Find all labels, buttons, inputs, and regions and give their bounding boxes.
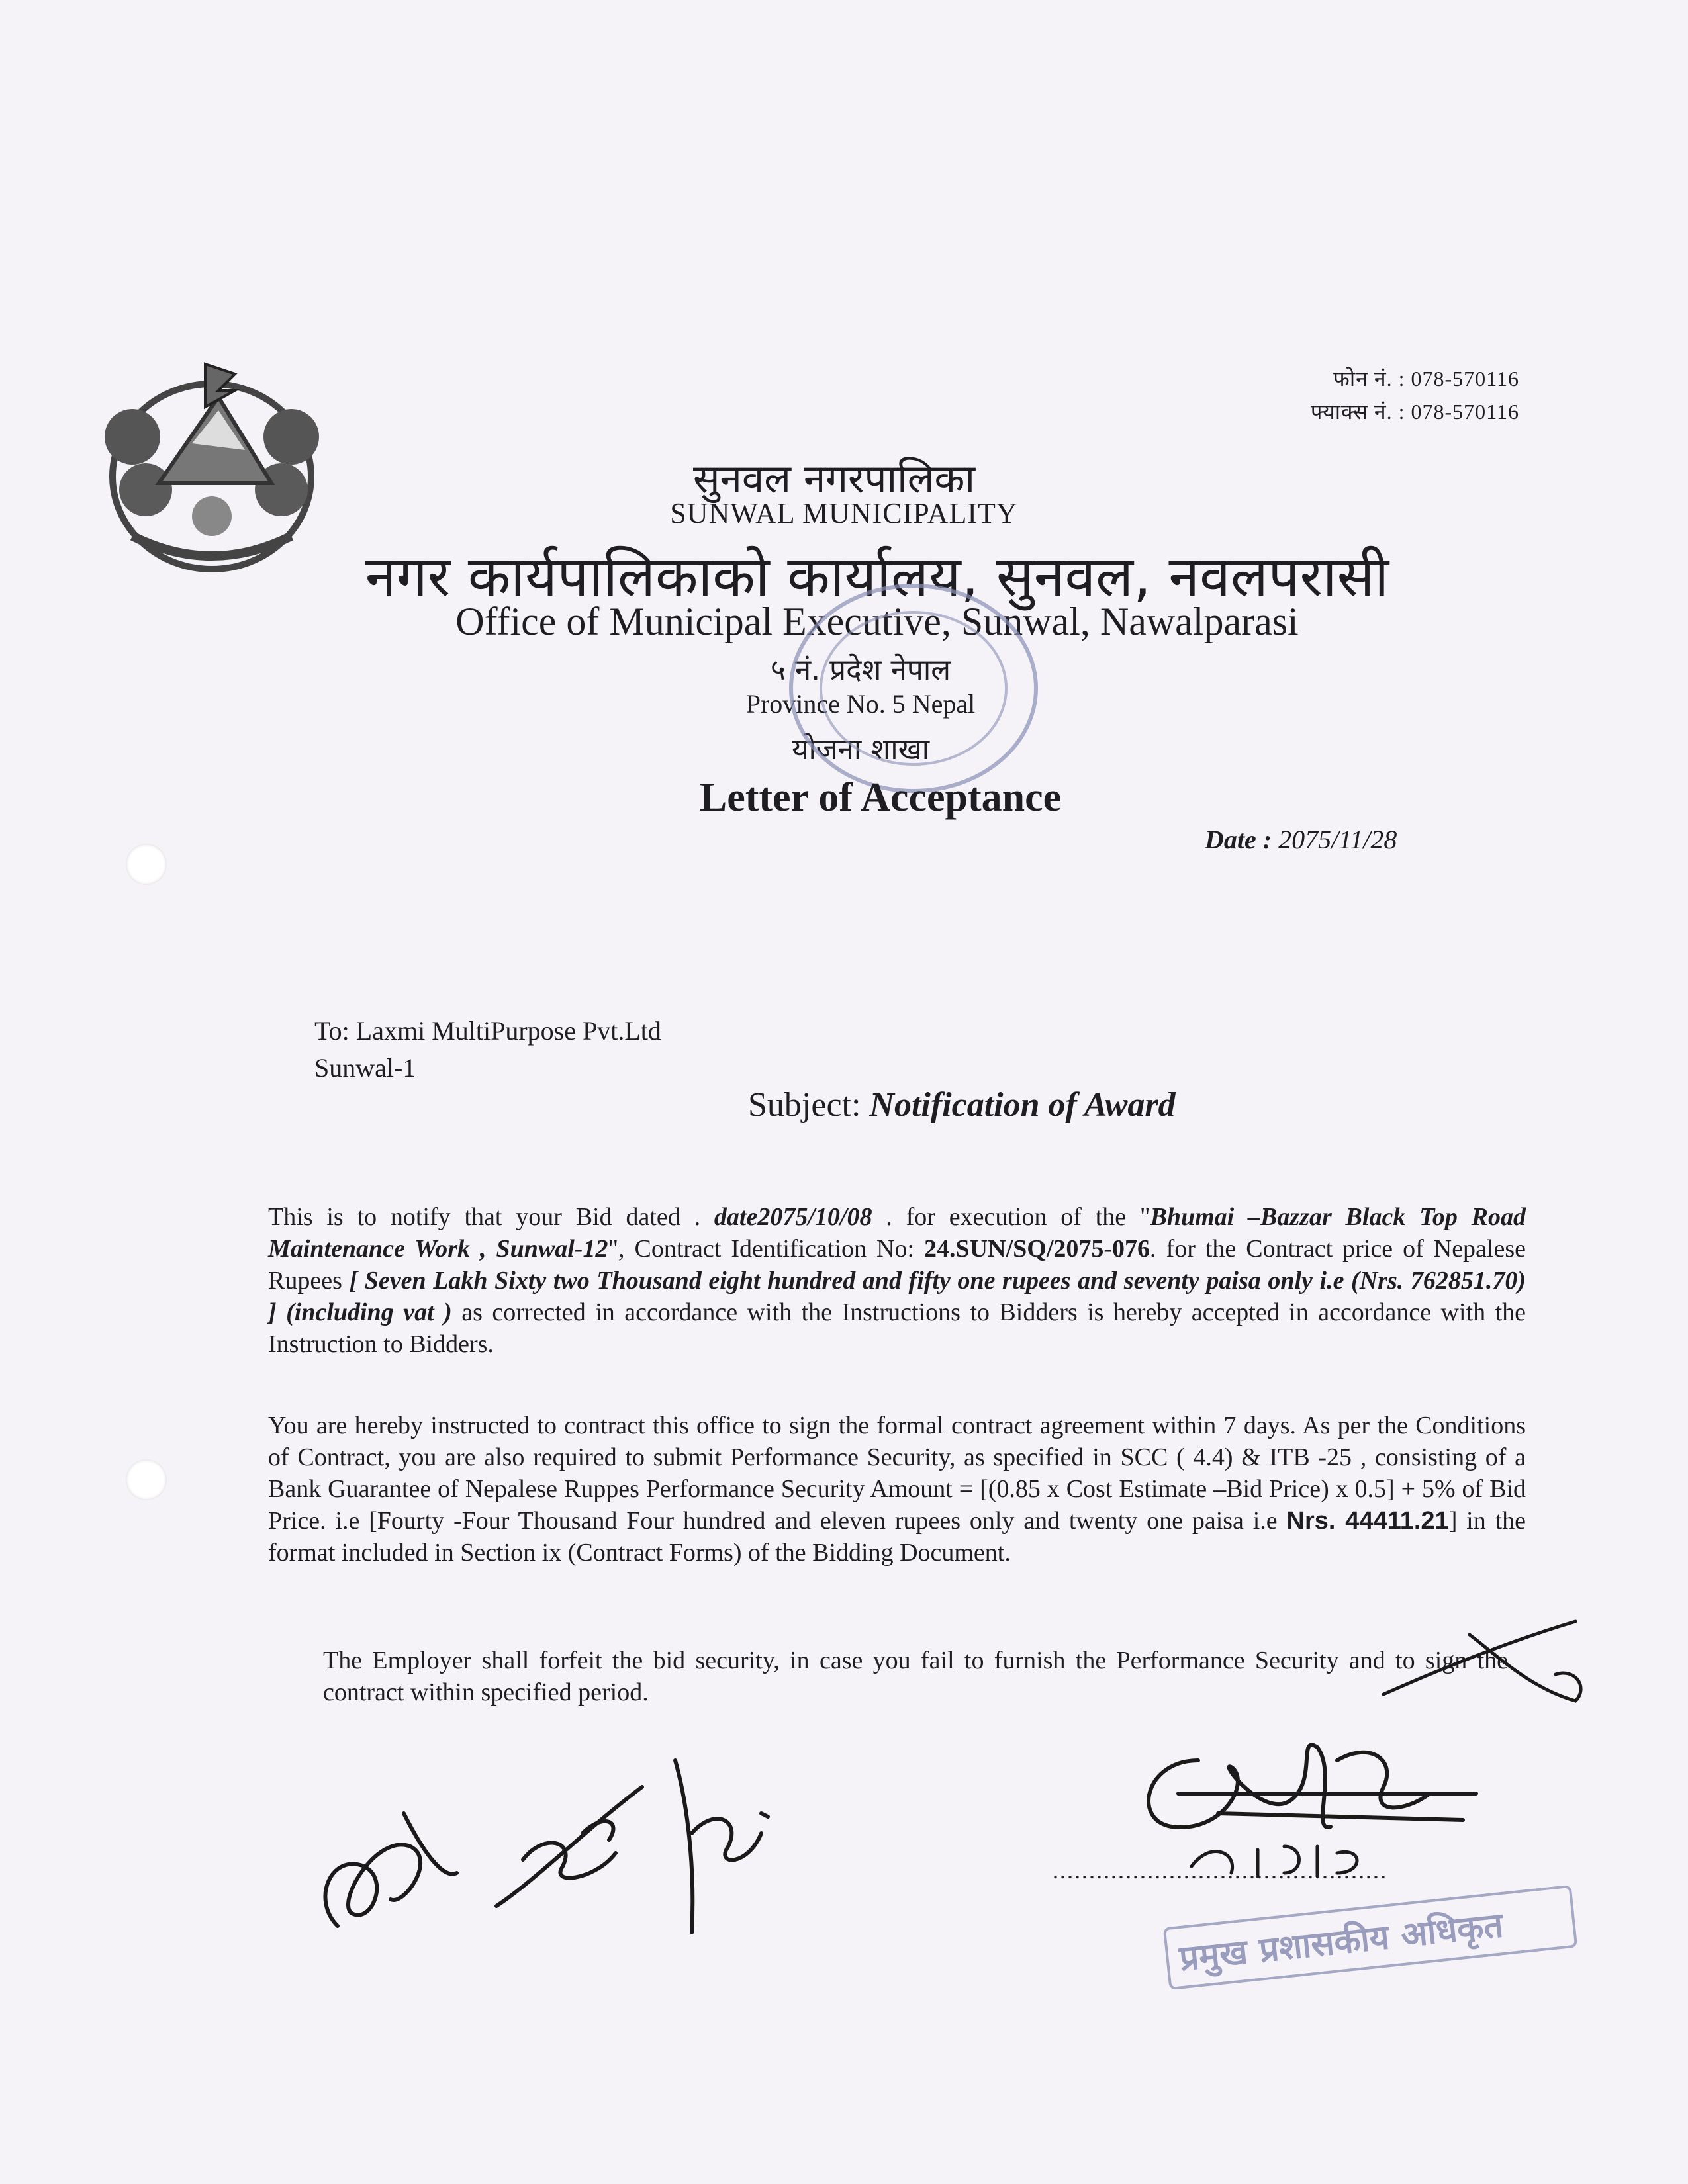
letter-title: Letter of Acceptance	[699, 775, 1062, 820]
subject-line	[748, 1085, 1176, 1124]
p1-text-5: as corrected in accordance with the Instructions to Bidders is hereby accepted in accordance with the Instruction to Bidders.	[268, 1298, 1526, 1358]
recipient-block	[314, 1013, 661, 1087]
date-label: Date :	[1205, 825, 1272, 854]
subject-value: Notification of Award	[869, 1086, 1176, 1124]
witness-signature-1	[311, 1774, 463, 1946]
body-paragraph-2	[268, 1410, 1526, 1569]
body-paragraph-3: The Employer shall forfeit the bid security, in case you fail to furnish the Performance Security and to sign the contract within specified period.	[323, 1647, 1508, 1706]
municipality-name-nepali: सुनवल नगरपालिका	[692, 456, 976, 502]
witness-signature-3	[662, 1754, 774, 1946]
strike-mark	[1377, 1615, 1589, 1707]
municipality-name-english: SUNWAL MUNICIPALITY	[670, 497, 1018, 529]
punch-hole-bottom	[126, 1459, 167, 1500]
p2-text-2: ] in the format included in Section ix (Contract Forms) of the Bidding Document.	[268, 1507, 1526, 1567]
authorized-signature	[1119, 1721, 1489, 1880]
performance-security-amount: Nrs. 44411.21	[1286, 1507, 1449, 1535]
bid-date: date2075/10/08	[714, 1203, 872, 1231]
p2-text-1: You are hereby instructed to contract this office to sign the formal contract agreement within 7 days. As per the Conditions of Contract, you are also required to submit Performance Security, as specified in SCC ( 4.4) & ITB -25 , consisting of a Bank Guarantee of Nepalese Ruppes Performance Security Amount = [(0.85 x Cost Estimate –Bid Price) x 0.5] + 5% of Bid Price. i.e [Fourty -Four Thousand Four hundred and eleven rupees only and twenty one paisa i.e	[268, 1412, 1526, 1535]
office-seal	[781, 576, 1046, 801]
province-nepali: ५ नं. प्रदेश नेपाल	[770, 653, 951, 687]
to-label: To:	[314, 1016, 350, 1046]
subject-label: Subject:	[748, 1086, 861, 1124]
fax-number: फ्याक्स नं. : 078-570116	[1310, 400, 1519, 424]
witness-signature-2	[483, 1774, 655, 1919]
office-name-english: Office of Municipal Executive, Sunwal, Nawalparasi	[455, 600, 1299, 643]
p1-text-1: This is to notify that your Bid dated .	[268, 1203, 701, 1231]
date-value: 2075/11/28	[1278, 825, 1397, 854]
phone-number: फोन नं. : 078-570116	[1333, 367, 1519, 390]
p1-text-3: ", Contract Identification No:	[608, 1235, 915, 1263]
signature-dotted-line: ..............................................	[1053, 1857, 1387, 1884]
contract-id: 24.SUN/SQ/2075-076	[924, 1235, 1150, 1263]
contract-price-words: [ Seven Lakh Sixty two Thousand eight hundred and fifty one rupees and seventy paisa only i.e (Nrs. 762851.70) ] (including vat )	[268, 1267, 1526, 1326]
body-paragraph-1	[268, 1201, 1526, 1360]
p1-text-4: . for the Contract price of Nepalese Rupees	[268, 1235, 1526, 1295]
work-name: Bhumai –Bazzar Black Top Road Maintenance Work , Sunwal-12	[268, 1203, 1526, 1263]
designation-stamp	[1163, 1885, 1578, 1990]
punch-hole-top	[126, 844, 167, 885]
stamp-text: प्रमुख प्रशासकीय अधिकृत	[1177, 1905, 1505, 1979]
branch-nepali: योजना शाखा	[791, 733, 930, 766]
nepal-emblem-logo	[93, 351, 331, 589]
letter-date	[1205, 824, 1483, 855]
province-english: Province No. 5 Nepal	[745, 689, 976, 719]
recipient-address: Sunwal-1	[314, 1053, 416, 1083]
recipient-name: Laxmi MultiPurpose Pvt.Ltd	[355, 1016, 661, 1046]
p1-text-2: . for execution of the "	[886, 1203, 1150, 1231]
office-name-nepali: नगर कार्यपालिकाको कार्यालय, सुनवल, नवलपरासी	[365, 544, 1389, 609]
